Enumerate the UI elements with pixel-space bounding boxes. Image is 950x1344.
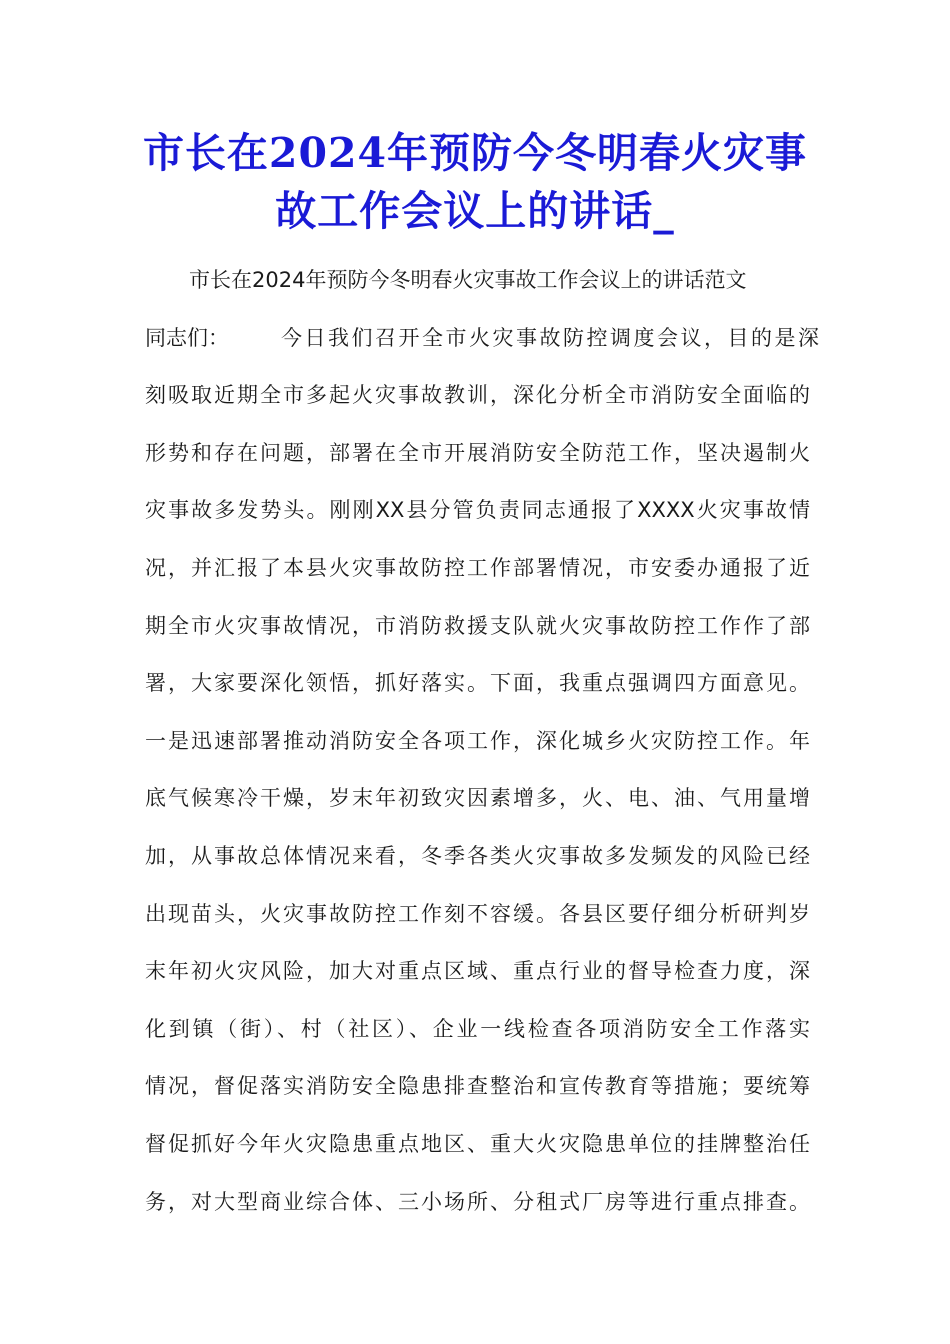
body-line: 形势和存在问题，部署在全市开展消防安全防范工作，坚决遏制火 xyxy=(145,440,810,465)
document-body xyxy=(145,256,819,1235)
paragraph-start: 今日我们召开全市火灾事故防控调度会议，目的是深 xyxy=(281,325,819,350)
body-line: 务，对大型商业综合体、三小场所、分租式厂房等进行重点排查。 xyxy=(145,1189,810,1214)
title-line: 故工作会议上的讲话_ xyxy=(275,187,675,235)
body-line: 末年初火灾风险，加大对重点区域、重点行业的督导检查力度，深 xyxy=(145,959,810,984)
body-line: 督促抓好今年火灾隐患重点地区、重大火灾隐患单位的挂牌整治任 xyxy=(145,1131,810,1156)
body-line: 署，大家要深化领悟，抓好落实。下面，我重点强调四方面意见。 xyxy=(145,671,810,696)
document-title xyxy=(130,124,820,240)
body-line: 刻吸取近期全市多起火灾事故教训，深化分析全市消防安全面临的 xyxy=(145,383,810,408)
body-line: 情况，督促落实消防安全隐患排查整治和宣传教育等措施；要统筹 xyxy=(145,1074,810,1099)
body-line xyxy=(145,314,819,372)
salutation: 同志们： xyxy=(145,325,229,350)
body-line: 一是迅速部署推动消防安全各项工作，深化城乡火灾防控工作。年 xyxy=(145,728,810,753)
body-line: 期全市火灾事故情况，市消防救援支队就火灾事故防控工作作了部 xyxy=(145,613,810,638)
title-line: 市长在2024年预防今冬明春火灾事 xyxy=(142,129,808,177)
body-line: 底气候寒冷干燥，岁末年初致灾因素增多，火、电、油、气用量增 xyxy=(145,786,810,811)
subtitle-line: 市长在2024年预防今冬明春火灾事故工作会议上的讲话范文 xyxy=(189,268,747,292)
body-line: 出现苗头，火灾事故防控工作刻不容缓。各县区要仔细分析研判岁 xyxy=(145,901,810,926)
body-line: 化到镇（街）、村（社区）、企业一线检查各项消防安全工作落实 xyxy=(145,1016,810,1041)
body-line: 灾事故多发势头。刚刚XX县分管负责同志通报了XXXX火灾事故情 xyxy=(145,498,810,523)
body-line: 加，从事故总体情况来看，冬季各类火灾事故多发频发的风险已经 xyxy=(145,843,810,868)
body-line: 况，并汇报了本县火灾事故防控工作部署情况，市安委办通报了近 xyxy=(145,555,810,580)
